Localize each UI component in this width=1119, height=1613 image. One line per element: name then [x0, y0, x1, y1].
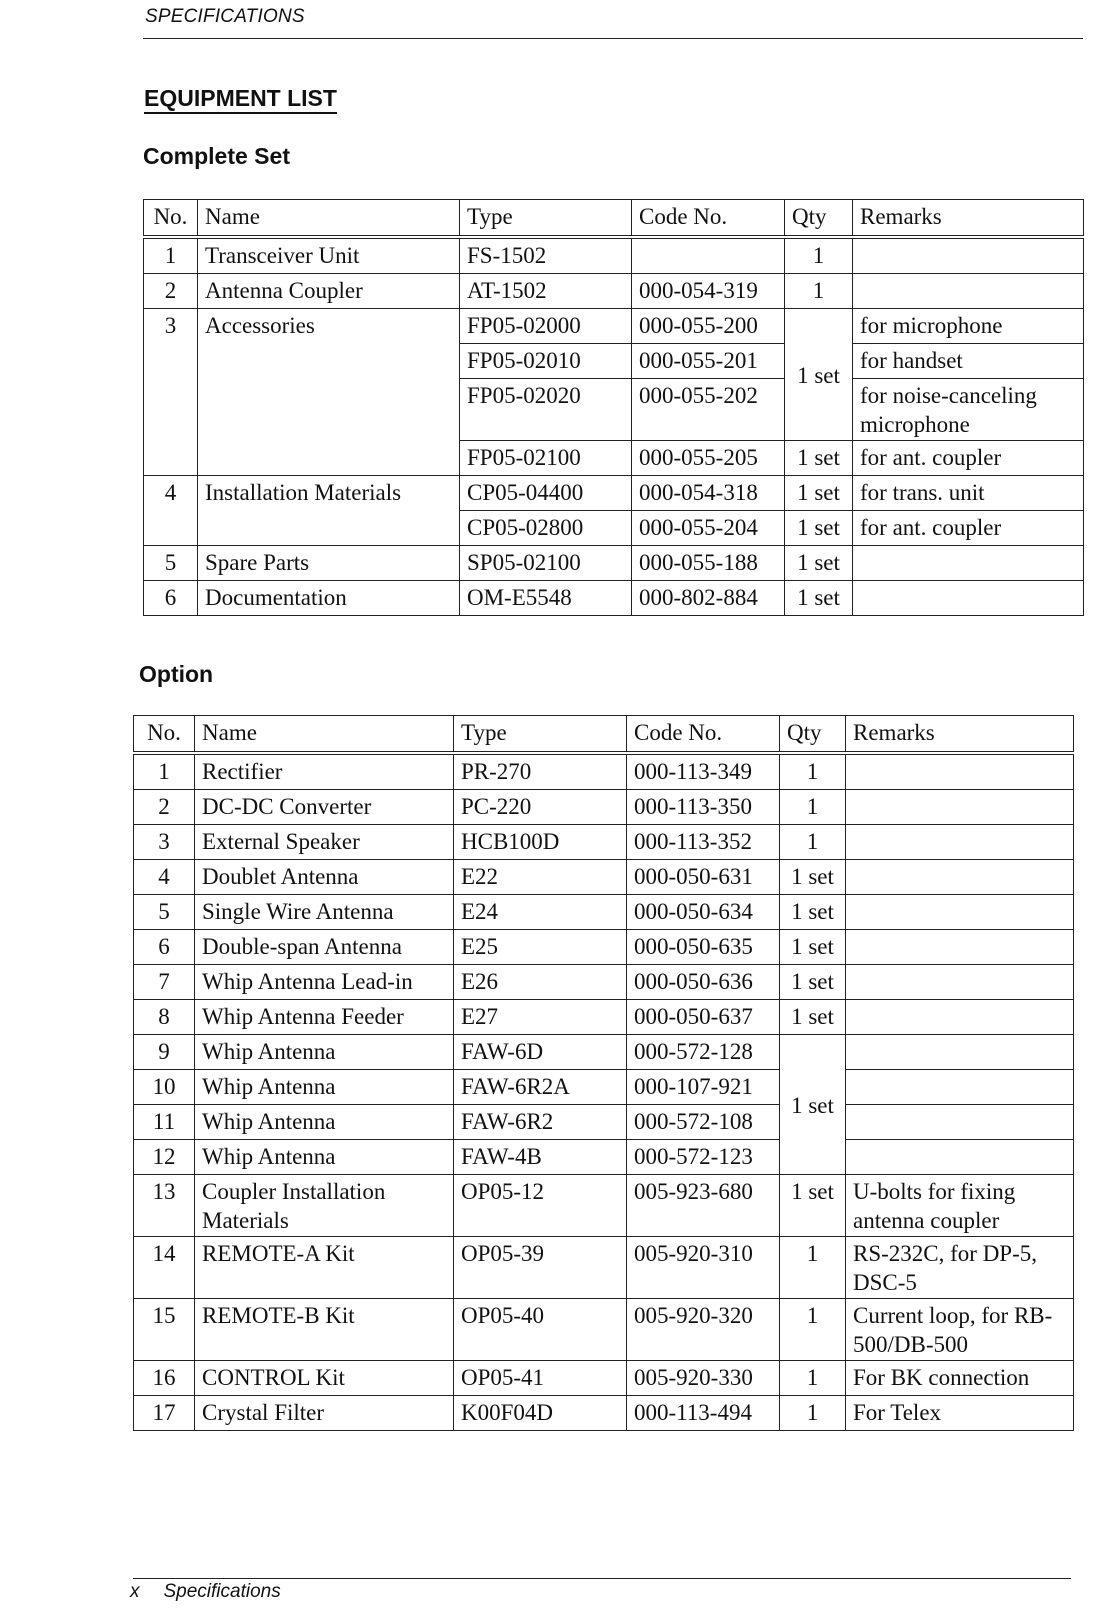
table-row: [144, 546, 1084, 581]
cell-remarks: For Telex: [846, 1396, 1074, 1431]
cell-qty: 1: [780, 825, 846, 860]
cell-name: Whip Antenna Lead-in: [195, 965, 454, 1000]
table-row: [134, 825, 1074, 860]
cell-no: 5: [144, 546, 198, 581]
cell-name: Single Wire Antenna: [195, 895, 454, 930]
cell-name: External Speaker: [195, 825, 454, 860]
cell-qty: 1: [780, 790, 846, 825]
cell-code-no: 000-054-318: [632, 476, 785, 511]
cell-type: E27: [454, 1000, 627, 1035]
cell-no: 16: [134, 1361, 195, 1396]
cell-qty: 1: [780, 1299, 846, 1361]
cell-qty: 1 set: [785, 581, 853, 616]
table-row: [134, 1000, 1074, 1035]
cell-name: REMOTE-A Kit: [195, 1237, 454, 1299]
cell-qty: 1: [785, 237, 853, 274]
cell-name: Doublet Antenna: [195, 860, 454, 895]
cell-remarks: [846, 1000, 1074, 1035]
cell-qty: 1: [780, 1361, 846, 1396]
cell-type: FP05-02020: [460, 379, 632, 441]
cell-type: OM-E5548: [460, 581, 632, 616]
cell-no: 5: [134, 895, 195, 930]
cell-no: 2: [134, 790, 195, 825]
cell-code-no: 000-113-349: [627, 753, 780, 790]
cell-name: Documentation: [198, 581, 460, 616]
cell-type: HCB100D: [454, 825, 627, 860]
table-row: [134, 1237, 1074, 1299]
cell-remarks: [846, 1105, 1074, 1140]
cell-name: Whip Antenna: [195, 1140, 454, 1175]
option-heading: Option: [139, 661, 214, 687]
cell-qty: 1: [780, 753, 846, 790]
cell-code-no: 000-113-352: [627, 825, 780, 860]
cell-code-no: 000-802-884: [632, 581, 785, 616]
cell-type: PR-270: [454, 753, 627, 790]
column-header-qty: Qty: [785, 200, 853, 238]
cell-code-no: 000-050-636: [627, 965, 780, 1000]
cell-name: DC-DC Converter: [195, 790, 454, 825]
cell-type: E24: [454, 895, 627, 930]
cell-remarks: for ant. coupler: [853, 511, 1084, 546]
cell-name: Transceiver Unit: [198, 237, 460, 274]
cell-type: K00F04D: [454, 1396, 627, 1431]
complete-set-heading: Complete Set: [143, 143, 290, 169]
cell-remarks: [853, 274, 1084, 309]
column-header-remarks: Remarks: [846, 716, 1074, 754]
footer-section: Specifications: [163, 1581, 281, 1602]
cell-remarks: for trans. unit: [853, 476, 1084, 511]
complete-set-table: [143, 199, 1084, 616]
cell-type: OP05-41: [454, 1361, 627, 1396]
table-row: [134, 1105, 1074, 1140]
table-row: [144, 581, 1084, 616]
cell-name: Double-span Antenna: [195, 930, 454, 965]
table-row: [134, 1299, 1074, 1361]
cell-qty: 1 set: [780, 1175, 846, 1237]
cell-remarks: [846, 790, 1074, 825]
cell-no: 1: [144, 237, 198, 274]
column-header-no: No.: [144, 200, 198, 238]
cell-name: Whip Antenna: [195, 1070, 454, 1105]
cell-type: CP05-04400: [460, 476, 632, 511]
column-header-code-no: Code No.: [632, 200, 785, 238]
option-table: [133, 715, 1074, 1431]
cell-code-no: 000-055-201: [632, 344, 785, 379]
cell-type: FP05-02100: [460, 441, 632, 476]
cell-name: REMOTE-B Kit: [195, 1299, 454, 1361]
header-row: [144, 200, 1084, 238]
cell-remarks: [853, 546, 1084, 581]
table-row: [134, 930, 1074, 965]
cell-remarks: U-bolts for fixing antenna coupler: [846, 1175, 1074, 1237]
cell-type: E26: [454, 965, 627, 1000]
cell-no: 4: [134, 860, 195, 895]
table-row: [144, 309, 1084, 344]
column-header-type: Type: [454, 716, 627, 754]
cell-no: 11: [134, 1105, 195, 1140]
cell-qty: 1 set: [780, 930, 846, 965]
cell-remarks: RS-232C, for DP-5, DSC-5: [846, 1237, 1074, 1299]
footer-rule: [133, 1578, 1071, 1579]
page-footer: [130, 1581, 305, 1603]
cell-code-no: 005-923-680: [627, 1175, 780, 1237]
cell-code-no: 000-050-631: [627, 860, 780, 895]
cell-no: 3: [144, 309, 198, 476]
cell-code-no: 000-050-637: [627, 1000, 780, 1035]
cell-code-no: 000-055-205: [632, 441, 785, 476]
column-header-remarks: Remarks: [853, 200, 1084, 238]
cell-no: 6: [144, 581, 198, 616]
cell-name: Whip Antenna: [195, 1035, 454, 1070]
cell-code-no: 005-920-330: [627, 1361, 780, 1396]
cell-no: 14: [134, 1237, 195, 1299]
cell-remarks: [846, 930, 1074, 965]
cell-type: FAW-6R2: [454, 1105, 627, 1140]
cell-code-no: 000-113-494: [627, 1396, 780, 1431]
cell-type: FAW-4B: [454, 1140, 627, 1175]
cell-code-no: 000-572-128: [627, 1035, 780, 1070]
table-row: [134, 860, 1074, 895]
cell-type: SP05-02100: [460, 546, 632, 581]
cell-name: Antenna Coupler: [198, 274, 460, 309]
cell-remarks: for handset: [853, 344, 1084, 379]
cell-code-no: 000-055-204: [632, 511, 785, 546]
page-number: x: [130, 1581, 140, 1602]
cell-remarks: [846, 895, 1074, 930]
cell-no: 10: [134, 1070, 195, 1105]
header-rule: [143, 38, 1083, 39]
cell-qty: 1 set: [780, 895, 846, 930]
cell-remarks: for ant. coupler: [853, 441, 1084, 476]
cell-type: FP05-02010: [460, 344, 632, 379]
cell-qty: 1 set: [780, 860, 846, 895]
column-header-qty: Qty: [780, 716, 846, 754]
cell-no: 4: [144, 476, 198, 546]
cell-type: OP05-40: [454, 1299, 627, 1361]
table-row: [134, 1035, 1074, 1070]
cell-remarks: [846, 825, 1074, 860]
cell-qty: 1: [785, 274, 853, 309]
table-row: [134, 753, 1074, 790]
cell-qty: 1 set: [785, 546, 853, 581]
cell-remarks: [853, 237, 1084, 274]
cell-code-no: 000-113-350: [627, 790, 780, 825]
table-row: [144, 237, 1084, 274]
cell-remarks: [846, 965, 1074, 1000]
cell-qty: 1 set: [780, 965, 846, 1000]
cell-code-no: 000-572-108: [627, 1105, 780, 1140]
cell-qty: 1: [780, 1396, 846, 1431]
cell-name: Accessories: [198, 309, 460, 476]
cell-no: 7: [134, 965, 195, 1000]
cell-no: 3: [134, 825, 195, 860]
table-row: [134, 1396, 1074, 1431]
cell-remarks: [853, 581, 1084, 616]
cell-name: Spare Parts: [198, 546, 460, 581]
cell-code-no: 000-055-188: [632, 546, 785, 581]
cell-name: Installation Materials: [198, 476, 460, 546]
cell-no: 17: [134, 1396, 195, 1431]
column-header-code-no: Code No.: [627, 716, 780, 754]
cell-qty: 1 set: [785, 441, 853, 476]
cell-code-no: 000-055-200: [632, 309, 785, 344]
cell-no: 13: [134, 1175, 195, 1237]
cell-type: FAW-6R2A: [454, 1070, 627, 1105]
cell-qty: 1 set: [780, 1000, 846, 1035]
column-header-no: No.: [134, 716, 195, 754]
cell-name: Coupler Installation Materials: [195, 1175, 454, 1237]
cell-name: CONTROL Kit: [195, 1361, 454, 1396]
column-header-name: Name: [198, 200, 460, 238]
cell-type: FS-1502: [460, 237, 632, 274]
cell-no: 6: [134, 930, 195, 965]
cell-code-no: 000-050-635: [627, 930, 780, 965]
table-row: [144, 476, 1084, 511]
table-row: [134, 790, 1074, 825]
cell-code-no: [632, 237, 785, 274]
cell-remarks: for noise-canceling microphone: [853, 379, 1084, 441]
cell-name: Whip Antenna Feeder: [195, 1000, 454, 1035]
cell-name: Whip Antenna: [195, 1105, 454, 1140]
cell-remarks: [846, 1140, 1074, 1175]
cell-remarks: [846, 860, 1074, 895]
cell-code-no: 000-572-123: [627, 1140, 780, 1175]
cell-type: AT-1502: [460, 274, 632, 309]
cell-qty: 1 set: [785, 476, 853, 511]
cell-no: 15: [134, 1299, 195, 1361]
cell-code-no: 000-107-921: [627, 1070, 780, 1105]
cell-type: OP05-39: [454, 1237, 627, 1299]
cell-remarks: [846, 1070, 1074, 1105]
cell-code-no: 000-050-634: [627, 895, 780, 930]
cell-name: Crystal Filter: [195, 1396, 454, 1431]
cell-qty: 1 set: [780, 1035, 846, 1175]
cell-qty: 1: [780, 1237, 846, 1299]
cell-no: 9: [134, 1035, 195, 1070]
cell-type: PC-220: [454, 790, 627, 825]
table-row: [134, 1140, 1074, 1175]
header-row: [134, 716, 1074, 754]
cell-type: FAW-6D: [454, 1035, 627, 1070]
cell-qty: 1 set: [785, 511, 853, 546]
cell-type: E22: [454, 860, 627, 895]
table-row: [134, 1361, 1074, 1396]
table-row: [134, 965, 1074, 1000]
cell-name: Rectifier: [195, 753, 454, 790]
cell-code-no: 005-920-310: [627, 1237, 780, 1299]
table-row: [134, 895, 1074, 930]
page-title: EQUIPMENT LIST: [144, 84, 337, 114]
cell-no: 1: [134, 753, 195, 790]
cell-type: OP05-12: [454, 1175, 627, 1237]
cell-qty: 1 set: [785, 309, 853, 441]
cell-remarks: For BK connection: [846, 1361, 1074, 1396]
cell-code-no: 000-055-202: [632, 379, 785, 441]
cell-type: FP05-02000: [460, 309, 632, 344]
cell-type: E25: [454, 930, 627, 965]
cell-remarks: [846, 1035, 1074, 1070]
cell-code-no: 000-054-319: [632, 274, 785, 309]
cell-type: CP05-02800: [460, 511, 632, 546]
cell-remarks: for microphone: [853, 309, 1084, 344]
cell-remarks: Current loop, for RB-500/DB-500: [846, 1299, 1074, 1361]
cell-no: 8: [134, 1000, 195, 1035]
column-header-name: Name: [195, 716, 454, 754]
cell-code-no: 005-920-320: [627, 1299, 780, 1361]
running-header: SPECIFICATIONS: [145, 6, 305, 27]
table-row: [144, 274, 1084, 309]
cell-no: 12: [134, 1140, 195, 1175]
column-header-type: Type: [460, 200, 632, 238]
cell-no: 2: [144, 274, 198, 309]
table-row: [134, 1070, 1074, 1105]
table-row: [134, 1175, 1074, 1237]
cell-remarks: [846, 753, 1074, 790]
